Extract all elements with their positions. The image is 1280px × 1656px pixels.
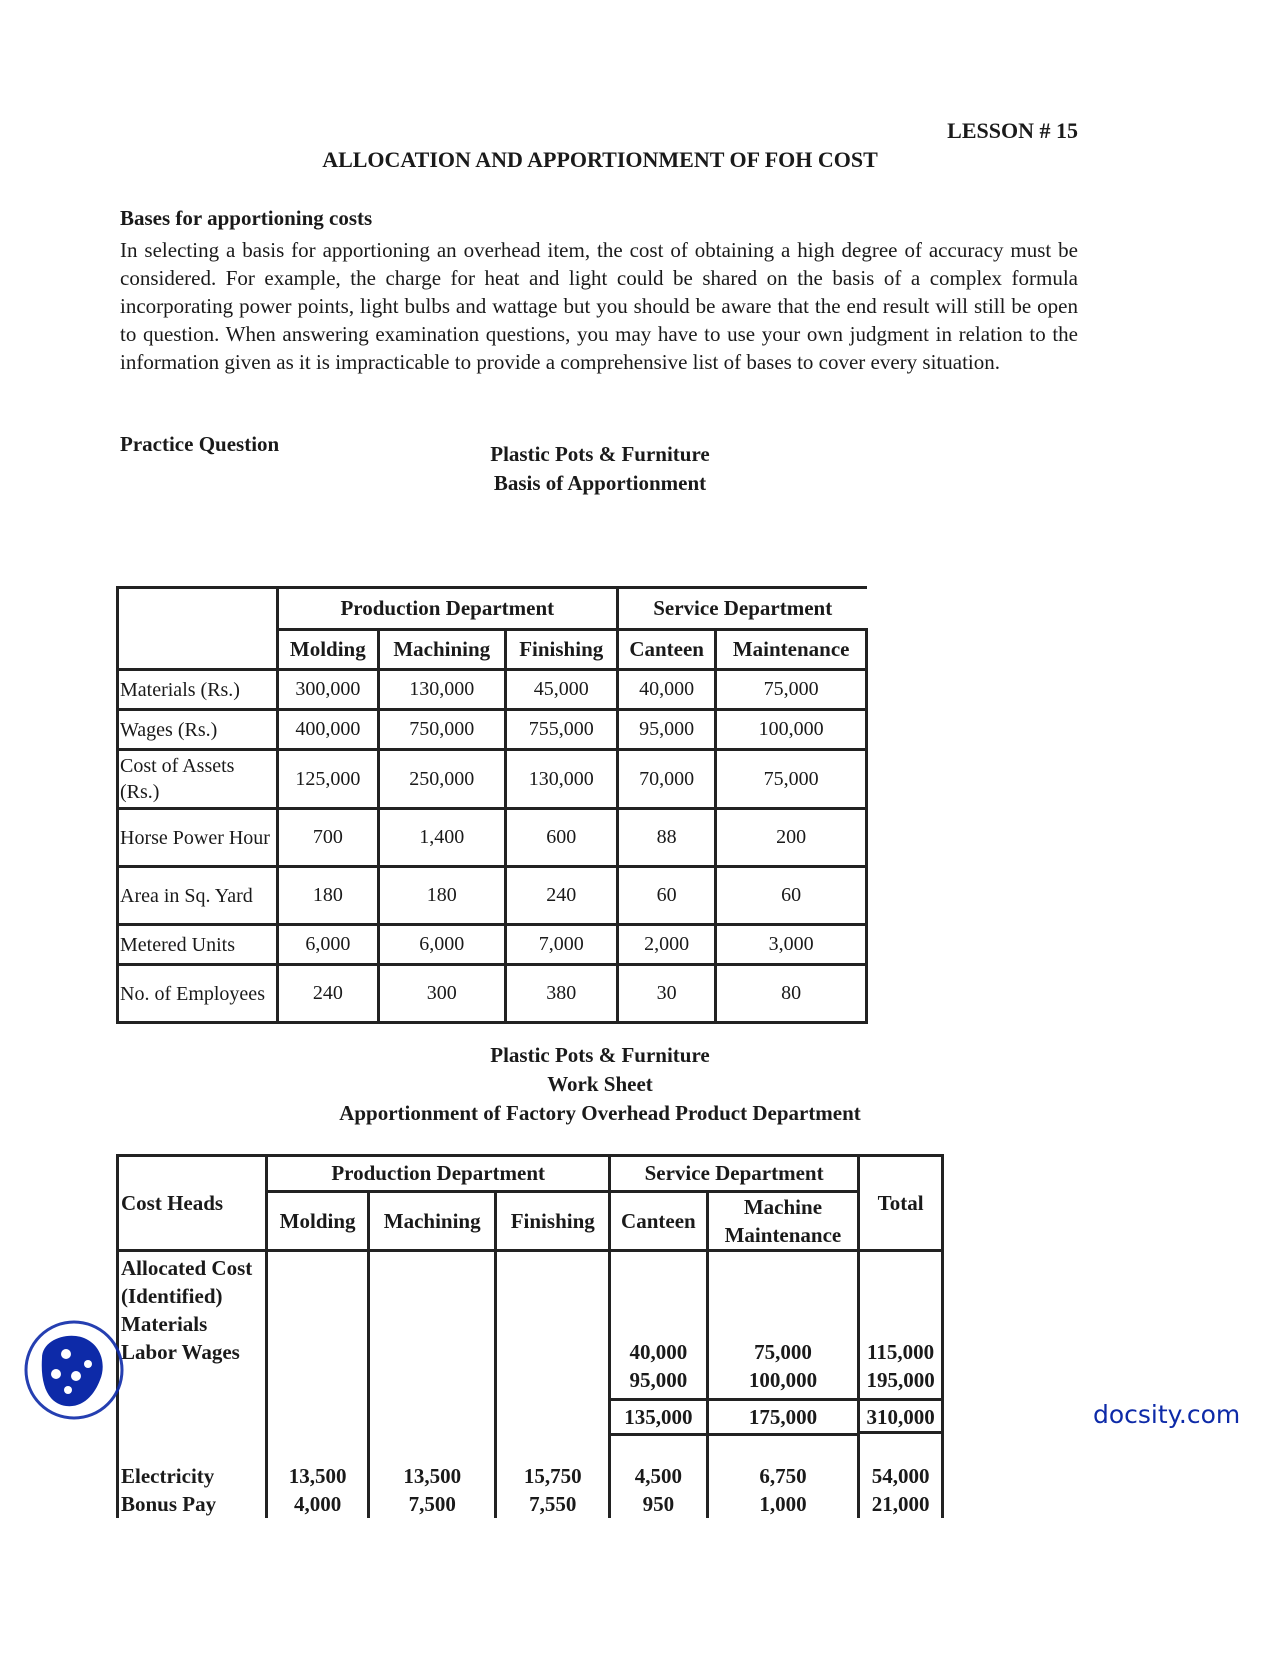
electricity-label: Electricity: [121, 1464, 215, 1488]
cell: 80: [716, 965, 867, 1023]
cell: 300: [379, 965, 506, 1023]
cell: [267, 1251, 369, 1435]
row-label: Metered Units: [118, 925, 278, 965]
cell: 75,000: [716, 750, 867, 809]
worksheet-heading: Apportionment of Factory Overhead Product Department: [339, 1101, 861, 1125]
cell: 200: [716, 809, 867, 867]
cell: 600: [505, 809, 617, 867]
cell-value: 195,000: [866, 1368, 935, 1392]
col-header: Canteen: [617, 630, 715, 670]
table-row: [118, 1434, 943, 1518]
col-header: Machining: [379, 630, 506, 670]
cell: 3,000: [716, 925, 867, 965]
section-heading-practice: Practice Question: [120, 432, 280, 456]
cell: 88: [617, 809, 715, 867]
col-header: Maintenance: [716, 630, 867, 670]
header-production-department: Production Department: [267, 1156, 610, 1192]
cell: 240: [277, 965, 378, 1023]
cell-value: 15,750: [523, 1464, 582, 1488]
table1-company: Plastic Pots & Furniture: [490, 442, 710, 466]
cell: 380: [505, 965, 617, 1023]
worksheet-company: Plastic Pots & Furniture: [490, 1043, 710, 1067]
cell-value: 115,000: [867, 1340, 935, 1364]
allocated-cell: [118, 1251, 267, 1435]
col-header: Finishing: [505, 630, 617, 670]
row-label: Materials (Rs.): [118, 670, 278, 710]
cell: [368, 1434, 496, 1518]
cell: 2,000: [617, 925, 715, 965]
cell: [267, 1434, 369, 1518]
table1-subtitle: Basis of Apportionment: [493, 471, 707, 495]
labor-label: Labor Wages: [121, 1340, 240, 1364]
cell-value: 4,500: [634, 1464, 682, 1488]
cell: 300,000: [277, 670, 378, 710]
cell: 95,000: [617, 710, 715, 750]
cost-heads-header: Cost Heads: [118, 1156, 267, 1251]
cell: 60: [617, 867, 715, 925]
allocated-label: Allocated Cost (Identified): [121, 1256, 253, 1308]
table-row: [118, 1251, 943, 1435]
materials-label: Materials: [121, 1312, 208, 1336]
cell: 180: [379, 867, 506, 925]
row-label: Cost of Assets (Rs.): [118, 750, 278, 809]
worksheet-caption: [0, 1041, 1200, 1128]
cell: 250,000: [379, 750, 506, 809]
row-label: Area in Sq. Yard: [118, 867, 278, 925]
table-row: [118, 670, 867, 710]
cell: [610, 1251, 708, 1435]
cell-value: 6,750: [759, 1464, 807, 1488]
header-production-department: Production Department: [277, 588, 617, 630]
cell-value: 95,000: [629, 1368, 688, 1392]
cell: [610, 1434, 708, 1518]
cell: [859, 1434, 943, 1518]
cell-value: 13,500: [403, 1464, 462, 1488]
cell-value: 175,000: [709, 1398, 857, 1431]
cell: 750,000: [379, 710, 506, 750]
cell: 100,000: [716, 710, 867, 750]
col-header: Machine Maintenance: [707, 1192, 858, 1251]
lesson-number: LESSON # 15: [947, 118, 1078, 143]
cell: 130,000: [505, 750, 617, 809]
cell: 240: [505, 867, 617, 925]
cell: 6,000: [277, 925, 378, 965]
table-row: [118, 750, 867, 809]
col-header: Molding: [267, 1192, 369, 1251]
col-header: Molding: [277, 630, 378, 670]
header-service-department: Service Department: [610, 1156, 859, 1192]
cell: [496, 1434, 610, 1518]
section-heading-bases: Bases for apportioning costs: [120, 206, 373, 230]
cell: [859, 1251, 943, 1435]
worksheet-table: [116, 1154, 944, 1518]
cell: 45,000: [505, 670, 617, 710]
col-header: Machining: [368, 1192, 496, 1251]
cell-value: 7,550: [529, 1492, 577, 1516]
worksheet-subtitle: Work Sheet: [547, 1072, 653, 1096]
cell-value: 54,000: [871, 1464, 930, 1488]
cell: 130,000: [379, 670, 506, 710]
table1-caption: [0, 440, 1200, 498]
cell-value: 7,500: [408, 1492, 456, 1516]
cell: 7,000: [505, 925, 617, 965]
cell-value: 75,000: [754, 1340, 812, 1364]
cell-value: 950: [642, 1492, 675, 1516]
cell: 60: [716, 867, 867, 925]
cell: [496, 1251, 610, 1435]
cell: [707, 1434, 858, 1518]
docsity-logo-icon: [22, 1318, 126, 1422]
table-row: [118, 867, 867, 925]
cell: [707, 1251, 858, 1435]
row-label-cell: [118, 1434, 267, 1518]
cell: 75,000: [716, 670, 867, 710]
cell-value: 13,500: [288, 1464, 347, 1488]
cell-value: 135,000: [611, 1398, 706, 1431]
col-header: Finishing: [496, 1192, 610, 1251]
blank-corner: [118, 588, 278, 630]
cell-value: 40,000: [629, 1340, 688, 1364]
cell: 400,000: [277, 710, 378, 750]
table-row: [118, 925, 867, 965]
cell: 30: [617, 965, 715, 1023]
bonus-label: Bonus Pay: [121, 1492, 217, 1516]
cell: 125,000: [277, 750, 378, 809]
page-title: ALLOCATION AND APPORTIONMENT OF FOH COST: [322, 147, 878, 172]
table-row: [118, 809, 867, 867]
total-header: Total: [859, 1156, 943, 1251]
row-label: Horse Power Hour: [118, 809, 278, 867]
row-label: Wages (Rs.): [118, 710, 278, 750]
cell-value: 21,000: [871, 1492, 930, 1516]
cell: [368, 1251, 496, 1435]
cell: 180: [277, 867, 378, 925]
cell: 70,000: [617, 750, 715, 809]
docsity-brand[interactable]: docsity.com: [1093, 1400, 1241, 1429]
cell: 40,000: [617, 670, 715, 710]
cell-value: 1,000: [759, 1492, 807, 1516]
cell-value: 4,000: [293, 1492, 342, 1516]
blank-corner: [118, 630, 278, 670]
basis-table: [116, 586, 868, 1024]
table-row: [118, 710, 867, 750]
cell: 6,000: [379, 925, 506, 965]
cell: 700: [277, 809, 378, 867]
table-row: [118, 965, 867, 1023]
cell: 1,400: [379, 809, 506, 867]
bases-paragraph: In selecting a basis for apportioning an overhead item, the cost of obtaining a high degree of accuracy must be considered. For example, the charge for heat and light could be shared on the basis of a complex formula incorporating power points, light bulbs and wattage but you should be aware that the end result will still be open to question. When answering examination questions, you may have to use your own judgment in relation to the information given as it is impracticable to provide a comprehensive list of bases to cover every situation.: [120, 238, 1078, 374]
header-service-department: Service Department: [617, 588, 866, 630]
cell-value: 310,000: [860, 1398, 941, 1434]
col-header: Canteen: [610, 1192, 708, 1251]
cell: 755,000: [505, 710, 617, 750]
row-label: No. of Employees: [118, 965, 278, 1023]
cell-value: 100,000: [748, 1368, 818, 1392]
